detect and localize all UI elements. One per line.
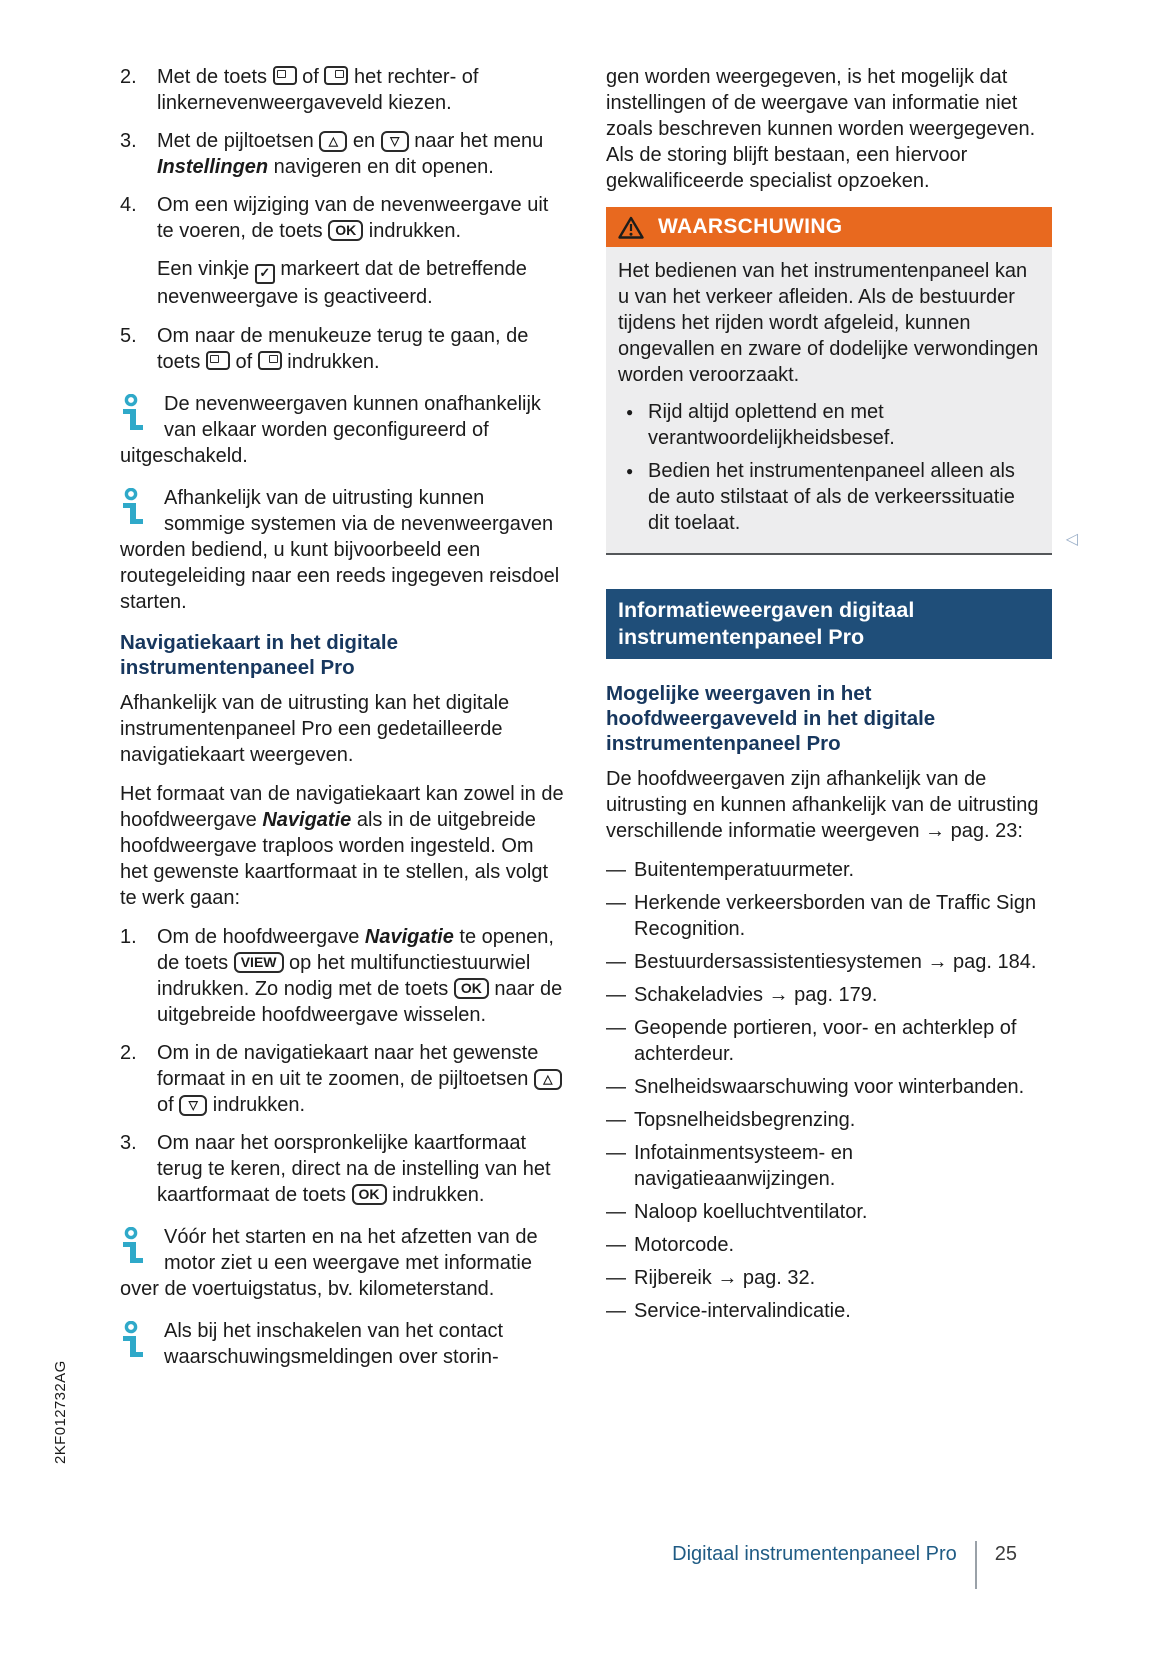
right-infofield-icon (258, 351, 282, 370)
list-item (606, 890, 1052, 942)
info-note (120, 391, 566, 469)
text-run: te openen, de toets (157, 926, 554, 974)
view-key-icon: VIEW (234, 952, 284, 973)
step-text (157, 924, 566, 1028)
info-icon (121, 1321, 148, 1358)
list-item (606, 1298, 1052, 1324)
step-number: 4. (120, 194, 137, 216)
note-text: Vóór het starten en na het afzetten van de motor ziet u een weergave met informatie over de voertuigstatus, bv. kilometerstand. (120, 1226, 538, 1300)
bullet-icon: ● (626, 405, 634, 419)
paragraph: De hoofdweergaven zijn afhankelijk van de uitrusting en kunnen afhankelijk van de uitrusting verschillende informatie weergeven → pag. 23: (606, 768, 1039, 842)
right-column (606, 64, 1078, 1385)
info-note (120, 1224, 566, 1302)
left-infofield-icon (206, 351, 230, 370)
step-subparagraph (157, 256, 566, 310)
warning-body (606, 247, 1052, 555)
text-run: naar het menu (408, 130, 544, 152)
list-item-text: Infotainmentsysteem- en navigatieaanwijzingen. (634, 1142, 853, 1190)
list-item (606, 1199, 1052, 1225)
warning-bullet (618, 458, 1040, 536)
dash-icon: — (606, 859, 626, 881)
paragraph: Afhankelijk van de uitrusting kan het digitale instrumentenpaneel Pro een gedetailleerde navigatiekaart weergeven. (120, 692, 510, 766)
document-code: 2KF012732AG (52, 1360, 69, 1464)
ok-key-icon: OK (454, 978, 489, 999)
dash-icon: — (606, 1267, 626, 1289)
list-item-text: Snelheidswaarschuwing voor winterbanden. (634, 1076, 1025, 1098)
numbered-step (120, 192, 566, 244)
text-run: of (157, 1094, 180, 1116)
warning-box (606, 207, 1078, 555)
ok-key-icon: OK (328, 220, 363, 241)
text-run: Het formaat van de navigatiekaart kan zowel in de hoofdweergave (120, 783, 564, 831)
dash-icon: — (606, 1017, 626, 1039)
text-run: of (296, 66, 325, 88)
note-text: Als bij het inschakelen van het contact waarschuwingsmeldingen over storin- (164, 1320, 504, 1368)
info-icon (121, 394, 148, 431)
text-run: indrukken. (363, 220, 462, 242)
step-number: 1. (120, 926, 137, 948)
left-infofield-icon (273, 66, 297, 85)
text-run: als in de uitgebreide hoofdweergave traploos worden ingesteld. Om het gewenste kaartformaat in te stellen, als volgt te werk gaan: (120, 809, 549, 909)
paragraph: gen worden weergegeven, is het mogelijk dat instellingen of de weergave van informatie niet zoals beschreven kunnen worden weergegeven. Als de storing blijft bestaan, een hiervoor gekwalificeerde specialist opzoeken. (606, 66, 1036, 192)
dash-icon: — (606, 892, 626, 914)
chapter-section-title: Informatieweergaven digitaal instrumentenpaneel Pro (618, 598, 915, 649)
text-run: Een vinkje (157, 258, 255, 280)
view-name: Navigatie (364, 926, 454, 948)
dash-icon: — (606, 951, 626, 973)
left-column (120, 64, 566, 1385)
list-item-text: Buitentemperatuurmeter. (634, 859, 855, 881)
numbered-step (120, 1130, 566, 1208)
step-number: 5. (120, 325, 137, 347)
text-run: Om de hoofdweergave (157, 926, 365, 948)
step-number: 3. (120, 1132, 137, 1154)
dash-icon: — (606, 1109, 626, 1131)
page-continuation-marker-icon: ◁ (1065, 531, 1078, 548)
numbered-step (120, 128, 566, 180)
warning-triangle-icon (618, 216, 644, 239)
info-icon (121, 488, 148, 525)
dash-icon: — (606, 1300, 626, 1322)
step-number: 2. (120, 66, 137, 88)
footer-chapter-title: Digitaal instrumentenpaneel Pro (672, 1543, 957, 1565)
step-text (157, 192, 566, 244)
list-item-text: Topsnelheidsbegrenzing. (634, 1109, 856, 1131)
warning-title: WAARSCHUWING (658, 215, 843, 238)
up-arrow-key-icon: △ (319, 131, 347, 152)
text-run: of (229, 351, 258, 373)
note-text: De nevenweergaven kunnen onafhankelijk van elkaar worden geconfigureerd of uitgeschakeld. (120, 393, 541, 467)
text-run: Om een wijziging van de nevenweergave uit te voeren, de toets (157, 194, 549, 242)
list-item-text: Schakeladvies → pag. 179. (634, 984, 878, 1006)
list-item (606, 982, 1052, 1008)
down-arrow-key-icon: ▽ (179, 1095, 207, 1116)
warning-bullet-text: Rijd altijd oplettend en met verantwoordelijkheidsbesef. (648, 401, 895, 449)
step-text (157, 128, 566, 180)
text-run: Met de toets (157, 66, 273, 88)
text-run: Om naar het oorspronkelijke kaartformaat terug te keren, direct na de instelling van het kaartformaat de toets (157, 1132, 551, 1206)
text-run: indrukken. (386, 1184, 485, 1206)
text-run: indrukken. (281, 351, 380, 373)
warning-bullet (618, 399, 1040, 451)
text-run: Met de pijltoetsen (157, 130, 320, 152)
list-item (606, 1107, 1052, 1133)
list-item-text: Service-intervalindicatie. (634, 1300, 851, 1322)
step-text (157, 64, 566, 116)
numbered-step (120, 924, 566, 1028)
list-item (606, 1232, 1052, 1258)
info-note (120, 1318, 566, 1370)
text-run: naar de uitgebreide hoofdweergave wisselen. (157, 978, 563, 1026)
list-item (606, 1074, 1052, 1100)
footer-divider (975, 1541, 977, 1589)
warning-bullet-text: Bedien het instrumentenpaneel alleen als de auto stilstaat of als de verkeerssituatie dit toelaat. (648, 460, 1015, 534)
view-name: Navigatie (262, 809, 352, 831)
text-run: Om naar de menukeuze terug te gaan, de toets (157, 325, 529, 373)
list-item (606, 1140, 1052, 1192)
list-item-text: Motorcode. (634, 1234, 735, 1256)
ok-key-icon: OK (352, 1184, 387, 1205)
warning-header (606, 207, 1052, 247)
step-text (157, 1040, 566, 1118)
text-run: op het multifunctiestuurwiel indrukken. Zo nodig met de toets (157, 952, 531, 1000)
page-footer (672, 1541, 1017, 1589)
footer-page-number: 25 (994, 1543, 1017, 1565)
text-run: indrukken. (207, 1094, 306, 1116)
note-text: Afhankelijk van de uitrusting kunnen sommige systemen via de nevenweergaven worden bediend, u kunt bijvoorbeeld een routegeleiding naar een reeds ingegeven reisdoel starten. (120, 487, 560, 613)
list-item-text: Herkende verkeersborden van de Traffic Sign Recognition. (634, 892, 1037, 940)
list-item-text: Naloop koelluchtventilator. (634, 1201, 868, 1223)
dash-icon: — (606, 1076, 626, 1098)
list-item (606, 949, 1052, 975)
paragraph (120, 781, 566, 911)
numbered-step (120, 1040, 566, 1118)
numbered-step (120, 323, 566, 375)
step-number: 3. (120, 130, 137, 152)
warning-text: Het bedienen van het instrumentenpaneel kan u van het verkeer afleiden. Als de bestuurder tijdens het rijden wordt afgeleid, kunnen ongevallen en zware of dodelijke verwondingen worden veroorzaakt. (618, 260, 1039, 386)
section-heading: Navigatiekaart in het digitale instrumentenpaneel Pro (120, 631, 398, 679)
list-item (606, 1265, 1052, 1291)
menu-name: Instellingen (157, 156, 269, 178)
text-run: navigeren en dit openen. (268, 156, 494, 178)
info-icon (121, 1227, 148, 1264)
list-item (606, 857, 1052, 883)
dash-icon: — (606, 1142, 626, 1164)
text-run: het rechter- of linkernevenweergaveveld kiezen. (157, 66, 479, 114)
checkbox-checked-icon: ✓ (255, 264, 275, 284)
right-infofield-icon (324, 66, 348, 85)
text-run: en (347, 130, 381, 152)
step-number: 2. (120, 1042, 137, 1064)
section-heading: Mogelijke weergaven in het hoofdweergaveveld in het digitale instrumentenpaneel Pro (606, 682, 936, 755)
up-arrow-key-icon: △ (534, 1069, 562, 1090)
info-note (120, 485, 566, 615)
list-item-text: Bestuurdersassistentiesystemen → pag. 184. (634, 951, 1037, 973)
text-run: markeert dat de betreffende nevenweergave is geactiveerd. (157, 258, 527, 308)
text-run: Om in de navigatiekaart naar het gewenste formaat in en uit te zoomen, de pijltoetsen (157, 1042, 539, 1090)
list-item (606, 1015, 1052, 1067)
chapter-section-header (606, 589, 1052, 659)
dash-icon: — (606, 1201, 626, 1223)
dash-icon: — (606, 984, 626, 1006)
list-item-text: Geopende portieren, voor- en achterklep of achterdeur. (634, 1017, 1017, 1065)
list-item-text: Rijbereik → pag. 32. (634, 1267, 816, 1289)
bullet-icon: ● (626, 464, 634, 478)
step-text (157, 323, 566, 375)
dash-icon: — (606, 1234, 626, 1256)
down-arrow-key-icon: ▽ (381, 131, 409, 152)
step-text (157, 1130, 566, 1208)
numbered-step (120, 64, 566, 116)
